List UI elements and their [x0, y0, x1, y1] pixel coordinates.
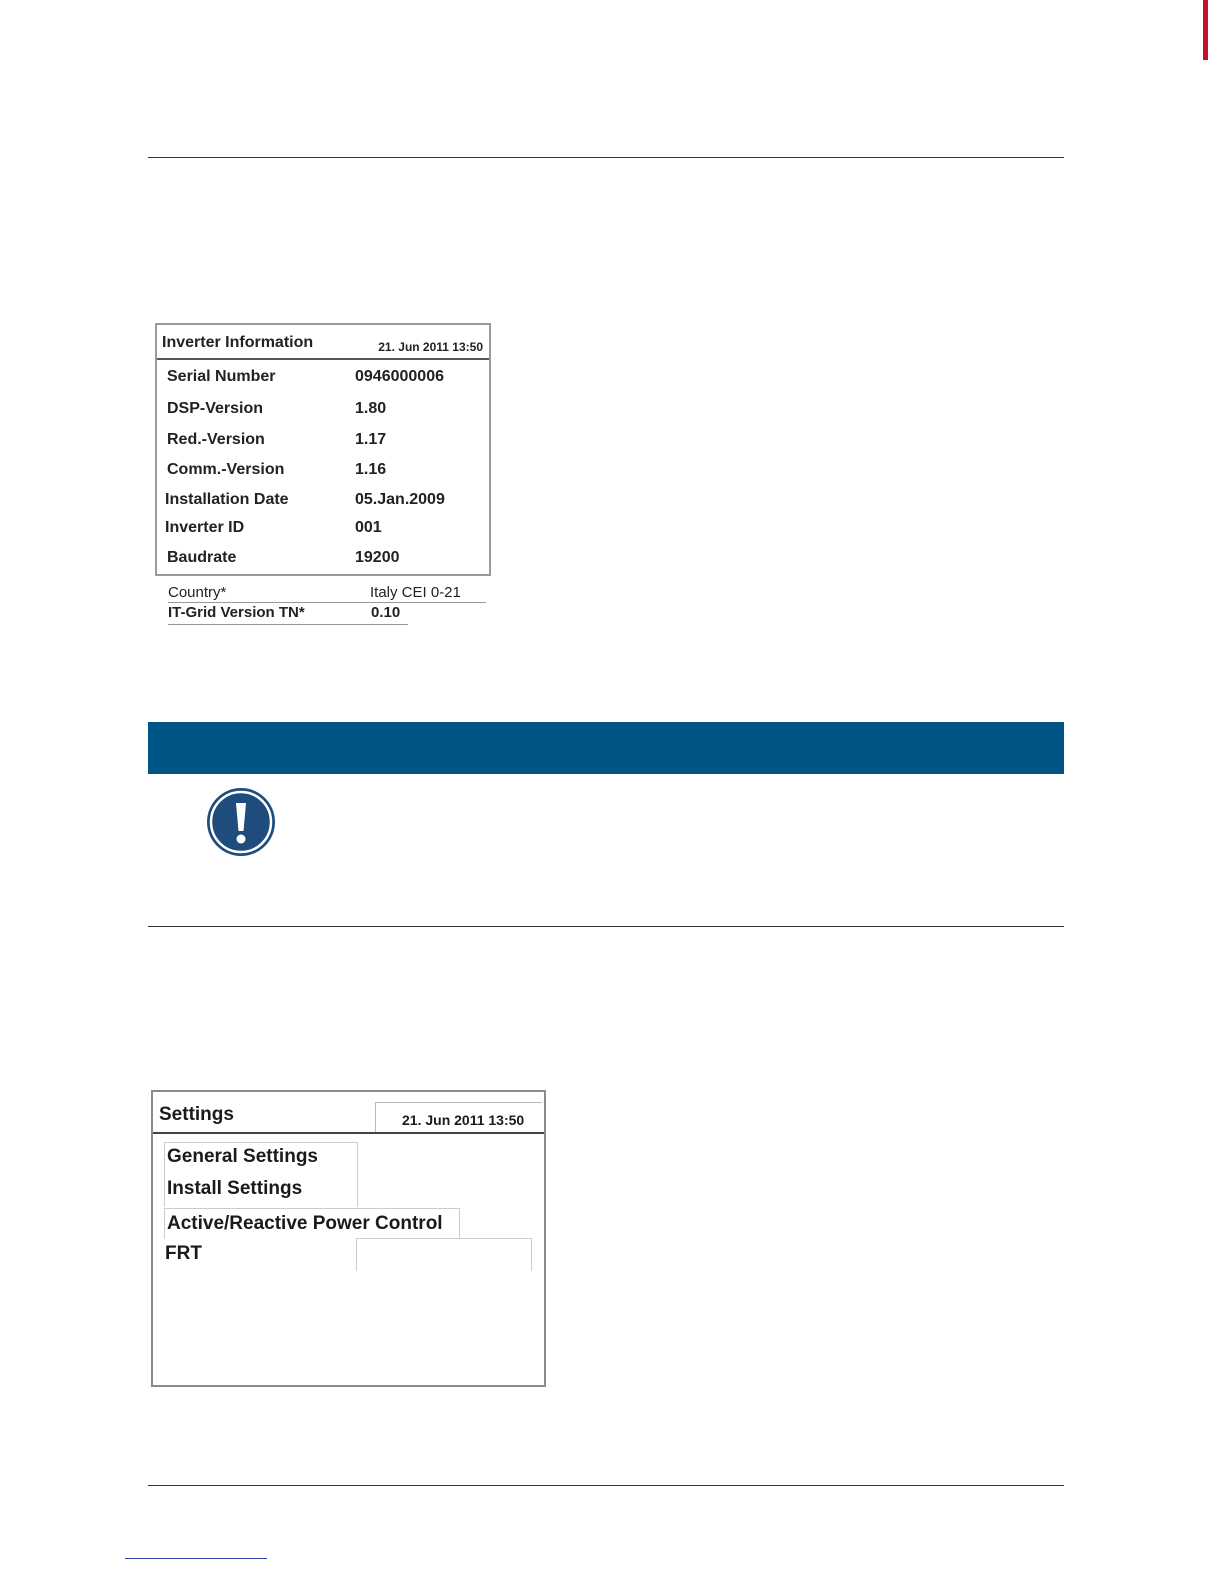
- info-row-baudrate: [157, 549, 489, 573]
- footer-link-underline: [125, 1558, 267, 1559]
- info-row-serial-number: [157, 368, 489, 392]
- info-row-comm-version: [157, 461, 489, 485]
- info-label: IT-Grid Version TN*: [168, 604, 305, 621]
- inverter-information-screen: [155, 323, 491, 576]
- info-value: 05.Jan.2009: [355, 491, 445, 508]
- info-row-inverter-id: [157, 519, 489, 543]
- info-label: Installation Date: [165, 491, 289, 508]
- menu-item-install-settings[interactable]: Install Settings: [167, 1178, 303, 1199]
- info-label: Baudrate: [167, 549, 237, 566]
- info-value: 001: [355, 519, 382, 536]
- settings-header-divider: [153, 1132, 544, 1134]
- info-value: 0.10: [371, 604, 401, 621]
- section-rule: [148, 926, 1064, 927]
- exclamation-icon: [205, 786, 277, 858]
- info-label: DSP-Version: [167, 400, 264, 417]
- menu-frame: [356, 1238, 532, 1271]
- info-label: Red.-Version: [167, 431, 265, 448]
- settings-screen: [151, 1090, 546, 1387]
- info-row-red-version: [157, 431, 489, 455]
- page-side-marker: [1203, 0, 1208, 60]
- info-label: Country*: [168, 584, 227, 601]
- settings-datetime-box: [375, 1102, 542, 1132]
- row-divider: [168, 624, 408, 625]
- info-row-it-grid-version: [168, 604, 413, 624]
- inverter-information-title: Inverter Information: [162, 334, 314, 351]
- info-label: Comm.-Version: [167, 461, 285, 478]
- menu-item-active-reactive-power-control[interactable]: Active/Reactive Power Control: [167, 1213, 443, 1234]
- info-label: Inverter ID: [165, 519, 245, 536]
- info-row-country: [168, 584, 488, 604]
- menu-item-frt[interactable]: FRT: [165, 1243, 202, 1264]
- inverter-information-datetime: 21. Jun 2011 13:50: [378, 340, 483, 354]
- info-value: 1.80: [355, 400, 387, 417]
- info-value: 19200: [355, 549, 400, 566]
- menu-item-general-settings[interactable]: General Settings: [167, 1146, 318, 1167]
- info-value: Italy CEI 0-21: [370, 584, 461, 601]
- info-value: 1.17: [355, 431, 387, 448]
- info-row-dsp-version: [157, 400, 489, 424]
- info-value: 0946000006: [355, 368, 444, 385]
- notice-band: [148, 722, 1064, 774]
- info-row-installation-date: [157, 491, 489, 515]
- info-label: Serial Number: [167, 368, 276, 385]
- header-rule: [148, 157, 1064, 158]
- footer-rule: [148, 1485, 1064, 1486]
- inverter-information-header: [157, 325, 489, 360]
- settings-datetime: 21. Jun 2011 13:50: [402, 1112, 525, 1128]
- settings-title: Settings: [159, 1104, 234, 1125]
- info-value: 1.16: [355, 461, 387, 478]
- row-divider: [168, 602, 486, 603]
